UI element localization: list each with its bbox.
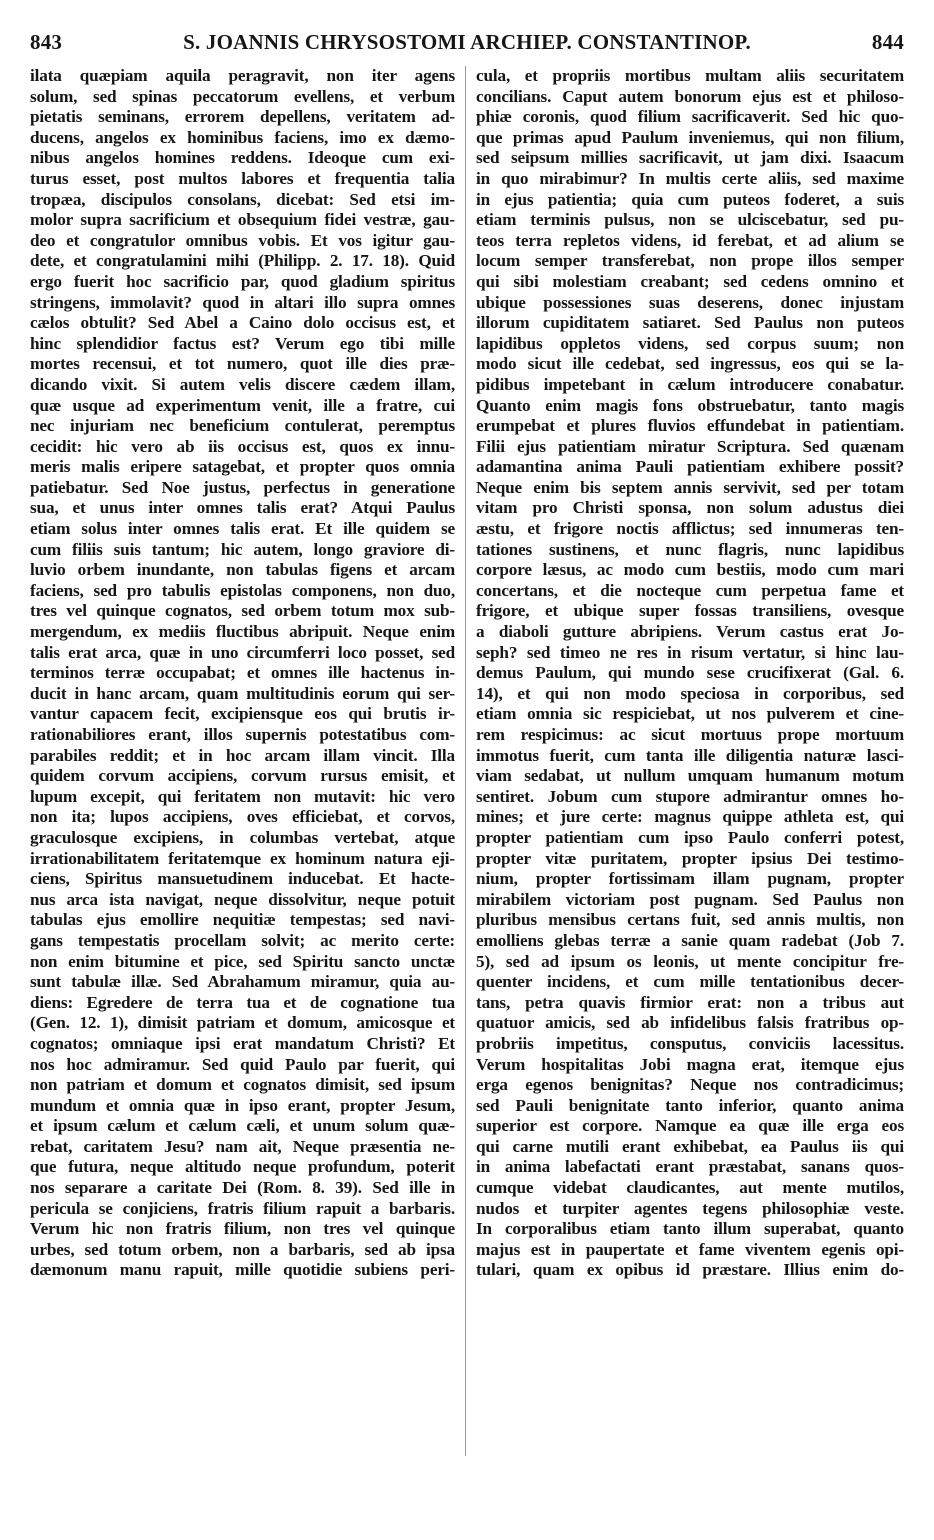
text-line: mundum et omnia quæ in ipso erant, propter Jesum, xyxy=(30,1095,455,1115)
text-line: (Gen. 12. 1), dimisit patriam et domum, amicosque et xyxy=(30,1013,455,1033)
text-line: cum filiis suis tantum; hic autem, longo graviore di- xyxy=(30,539,455,559)
text-line: ubique possessiones suas deserens, donec injustam xyxy=(476,292,904,312)
text-line: talis erat arca, quæ in uno circumferri loco posset, sed xyxy=(30,642,455,662)
text-line: in ejus patientia; quia cum puteos foderet, a suis xyxy=(476,189,904,209)
text-line: faciens, sed pro tabulis epistolas componens, non duo, xyxy=(30,580,455,600)
text-column-left xyxy=(30,66,455,1281)
text-line: superior est corpore. Namque ea quæ ille erga eos xyxy=(476,1116,904,1136)
text-line: ciens, Spiritus mansuetudinem inducebat. Et hacte- xyxy=(30,869,455,889)
text-line: rationabiliores erant, illos supernis potestatibus com- xyxy=(30,725,455,744)
text-line: qui sibi molestiam creabant; sed cedens omnino et xyxy=(476,271,904,291)
text-line: etiam solus inter omnes talis erat. Et ille quidem se xyxy=(30,519,455,539)
text-line: mergendum, ex mediis fluctibus abripuit. Neque enim xyxy=(30,622,455,642)
text-line: quatuor amicis, sed ab infidelibus falsis fratribus op- xyxy=(476,1013,904,1033)
text-line: sua, et unus inter omnes talis erat? Atqui Paulus xyxy=(30,498,455,518)
text-column-right xyxy=(476,66,904,1281)
text-line: nec injuriam nec beneficium contulerat, peremptus xyxy=(30,416,455,436)
text-line: sentiret. Jobum cum stupore admirantur omnes ho- xyxy=(476,786,904,806)
text-line: ilata quæpiam aquila peragravit, non iter agens xyxy=(30,66,455,85)
text-line: deo et congratulor omnibus vobis. Et vos igitur gau- xyxy=(30,230,455,250)
text-line: Filii ejus patientiam miratur Scriptura. Sed quænam xyxy=(476,436,904,456)
text-line: erumpebat et plures fluvios effundebat in patientiam. xyxy=(476,416,904,436)
text-line: tationes sustinens, et nunc flagris, nunc lapidibus xyxy=(476,539,904,559)
text-line: nos hoc admiramur. Sed quid Paulo par fuerit, qui xyxy=(30,1054,455,1074)
text-line: corpore læsus, ac modo cum bestiis, modo cum mari xyxy=(476,560,904,580)
text-line: rebat, caritatem Jesu? nam ait, Neque præsentia ne- xyxy=(30,1136,455,1156)
text-line: nibus angelos homines reddens. Ideoque cum exi- xyxy=(30,148,455,168)
text-line: demus Paulum, qui mundo sese crucifixerat (Gal. 6. xyxy=(476,663,904,683)
text-line: diens: Egredere de terra tua et de cognatione tua xyxy=(30,992,455,1012)
text-line: nium, propter fortissimam illam pugnam, propter xyxy=(476,869,904,889)
text-line: ducens, angelos ex hominibus faciens, imo ex dæmo- xyxy=(30,127,455,147)
text-line: propter patientiam cum ipso Paulo conferri potest, xyxy=(476,827,904,847)
text-line: dicando vixit. Si autem velis discere cædem illam, xyxy=(30,374,455,394)
text-line: adamantina anima Pauli patientiam exhibere possit? xyxy=(476,457,904,477)
text-line: quenter incidens, et cum mille tentationibus decer- xyxy=(476,972,904,992)
text-line: in anima labefactati erant præstabat, sanans quos- xyxy=(476,1157,904,1177)
text-line: æstu, et frigore noctis afflictus; sed innumeras ten- xyxy=(476,519,904,539)
text-line: propter vitæ puritatem, propter ipsius Dei testimo- xyxy=(476,848,904,868)
text-line: gans tempestatis procellam solvit; ac merito certe: xyxy=(30,930,455,950)
text-line: etiam omnia sic respiciebat, ut nos pulverem et cine- xyxy=(476,704,904,724)
running-header xyxy=(30,30,904,60)
text-line: tres vel quinque cognatos, sed orbem totum mox sub- xyxy=(30,601,455,621)
text-line: viam sedabat, ut nullum umquam humanum motum xyxy=(476,766,904,786)
text-line: luvio orbem inundante, non tabulas figens et arcam xyxy=(30,560,455,580)
text-line: dete, et congratulamini mihi (Philipp. 2. 17. 18). Quid xyxy=(30,251,455,271)
text-line: immotus fuerit, cum tanta ille diligentia naturæ lasci- xyxy=(476,745,904,765)
text-line: pietatis seminans, errorem depellens, veritatem ad- xyxy=(30,107,455,127)
text-line: nos separare a caritate Dei (Rom. 8. 39). Sed ille in xyxy=(30,1178,455,1198)
text-line: nus arca ista navigat, neque dissolvitur, neque potuit xyxy=(30,889,455,909)
page-number-right: 844 xyxy=(871,30,904,54)
text-line: vantur capacem fecit, excipiensque eos qui brutis ir- xyxy=(30,704,455,724)
text-line: que futura, neque altitudo neque profundum, poterit xyxy=(30,1157,455,1177)
text-line: locum semper transferebat, non prope illos semper xyxy=(476,251,904,271)
running-title: S. JOANNIS CHRYSOSTOMI ARCHIEP. CONSTANTINOP. xyxy=(183,30,751,54)
text-line: urbes, sed totum orbem, non a barbaris, sed ab ipsa xyxy=(30,1239,455,1259)
text-line: parabiles reddit; et in hoc arcam illam vincit. Illa xyxy=(30,745,455,765)
text-line: Verum hic non fratris filium, non tres vel quinque xyxy=(30,1219,455,1239)
text-line: teos terra repletos videns, id ferebat, et ad alium se xyxy=(476,230,904,250)
text-line: ergo fuerit hoc sacrificio par, quod gladium spiritus xyxy=(30,271,455,291)
text-line: non patriam et domum et cognatos dimisit, sed ipsum xyxy=(30,1075,455,1095)
text-line: non enim bitumine et pice, sed Spiritu sancto unctæ xyxy=(30,951,455,971)
text-line: erga egenos benignitas? Neque nos contradicimus; xyxy=(476,1075,904,1095)
text-line: tans, petra quavis firmior erat: non a tribus aut xyxy=(476,992,904,1012)
text-line: lapidibus oppletos videns, sed corpus suum; non xyxy=(476,333,904,353)
text-line: phiæ coronis, quod filium sacrificaverit. Sed hic quo- xyxy=(476,107,904,127)
text-line: sed seipsum millies sacrificavit, ut jam dixi. Isaacum xyxy=(476,148,904,168)
text-line: In corporalibus etiam tanto illum superabat, quanto xyxy=(476,1219,904,1239)
text-line: seph? sed timeo ne res in risum vertatur, si hinc lau- xyxy=(476,642,904,662)
text-line: meris malis eripere satagebat, et propter quos omnia xyxy=(30,457,455,477)
text-line: ducit in hanc arcam, quam multitudinis eorum qui ser- xyxy=(30,683,455,703)
text-line: probriis impetitus, consputus, conviciis lacessitus. xyxy=(476,1033,904,1053)
text-line: emolliens glebas terræ a sanie quam radebat (Job 7. xyxy=(476,930,904,950)
text-line: Verum hospitalitas Jobi magna erat, itemque ejus xyxy=(476,1054,904,1074)
text-line: cumque videbat claudicantes, aut mente mutilos, xyxy=(476,1178,904,1198)
text-line: rem respicimus: ac sicut mortuus prope mortuum xyxy=(476,725,904,744)
text-line: sunt tabulæ illæ. Sed Abrahamum miramur, quia au- xyxy=(30,972,455,992)
text-line: Neque enim bis septem annis servivit, sed per totam xyxy=(476,477,904,497)
text-line: stringens, immolavit? quod in altari illo supra omnes xyxy=(30,292,455,312)
text-line: et ipsum cælum et cælum cæli, et unum solum quæ- xyxy=(30,1116,455,1136)
text-line: molor supra sacrificium et obsequium fidei vestræ, gau- xyxy=(30,210,455,230)
text-line: a diaboli gutture abripiens. Verum castus erat Jo- xyxy=(476,622,904,642)
text-line: illorum cupiditatem satiaret. Sed Paulus non puteos xyxy=(476,313,904,333)
text-line: mirabilem victoriam post pugnam. Sed Paulus non xyxy=(476,889,904,909)
text-line: non ita; lupos accipiens, oves efficiebat, et corvos, xyxy=(30,807,455,827)
text-line: turus esset, post multos labores et frequentia talia xyxy=(30,168,455,188)
text-line: nudos et turpiter agentes tegens philosophiæ veste. xyxy=(476,1198,904,1218)
text-line: in quo mirabimur? In multis certe aliis, sed maxime xyxy=(476,168,904,188)
text-line: concilians. Caput autem bonorum ejus est et philoso- xyxy=(476,86,904,106)
text-line: solum, sed spinas peccatorum evellens, et verbum xyxy=(30,86,455,106)
text-line: vitam pro Christi sponsa, non solum adustus diei xyxy=(476,498,904,518)
text-line: etiam terminis pulsus, non se ulciscebatur, sed pu- xyxy=(476,210,904,230)
text-line: pluribus mensibus certans fuit, sed annis multis, non xyxy=(476,910,904,930)
text-line: dæmonum manu rapuit, mille quotidie subiens peri- xyxy=(30,1260,455,1280)
page-number-left: 843 xyxy=(30,30,63,54)
text-line: 5), sed ad ipsum os leonis, ut mente concipitur fre- xyxy=(476,951,904,971)
text-line: hinc splendidior factus est? Verum ego tibi mille xyxy=(30,333,455,353)
column-divider xyxy=(465,66,466,1456)
text-line: 14), et qui non modo speciosa in corporibus, sed xyxy=(476,683,904,703)
text-line: tulari, quam ex opibus id præstare. Illius enim do- xyxy=(476,1260,904,1280)
text-line: lupum excepit, qui feritatem non mutavit: hic vero xyxy=(30,786,455,806)
text-line: pericula se conjiciens, fratris filium rapuit a barbaris. xyxy=(30,1198,455,1218)
text-line: que primas apud Paulum inveniemus, qui non filium, xyxy=(476,127,904,147)
text-line: quæ usque ad experimentum venit, ille a fratre, cui xyxy=(30,395,455,415)
text-line: qui carne mutili erant exhibebat, ea Paulus iis qui xyxy=(476,1136,904,1156)
text-line: tropæa, discipulos consolans, dicebat: Sed etsi im- xyxy=(30,189,455,209)
text-line: Quanto enim magis fons obstruebatur, tanto magis xyxy=(476,395,904,415)
text-line: sed Pauli benignitate tanto inferior, quanto anima xyxy=(476,1095,904,1115)
text-line: pidibus impetebant in cælum introducere conabatur. xyxy=(476,374,904,394)
text-line: quidem corvum accipiens, corvum rursus emisit, et xyxy=(30,766,455,786)
text-line: graculosque excipiens, in columbas vertebat, atque xyxy=(30,827,455,847)
text-line: irrationabilitatem feritatemque ex hominum natura eji- xyxy=(30,848,455,868)
text-line: majus est in paupertate et fame viventem egenis opi- xyxy=(476,1239,904,1259)
text-line: modo sicut ille cedebat, sed ingressus, eos qui se la- xyxy=(476,354,904,374)
text-line: cælos obtulit? Sed Abel a Caino dolo occisus est, et xyxy=(30,313,455,333)
text-line: cognatos; omniaque ipsi erat mandatum Christi? Et xyxy=(30,1033,455,1053)
text-line: tabulas ejus emollire nequitiæ tempestas; sed navi- xyxy=(30,910,455,930)
text-line: frigore, et ubique super fossas transiliens, ovesque xyxy=(476,601,904,621)
text-line: cecidit: hic vero ab iis occisus est, quos ex innu- xyxy=(30,436,455,456)
text-line: patiebatur. Sed Noe justus, perfectus in generatione xyxy=(30,477,455,497)
text-line: cula, et propriis mortibus multam aliis securitatem xyxy=(476,66,904,85)
text-line: concertans, et die nocteque cum perpetua fame et xyxy=(476,580,904,600)
text-line: terminos terræ occupabat; et omnes ille hactenus in- xyxy=(30,663,455,683)
text-line: mines; et jure certe: magnus quippe athleta est, qui xyxy=(476,807,904,827)
text-line: mortes recensui, et tot numero, quot ille dies præ- xyxy=(30,354,455,374)
